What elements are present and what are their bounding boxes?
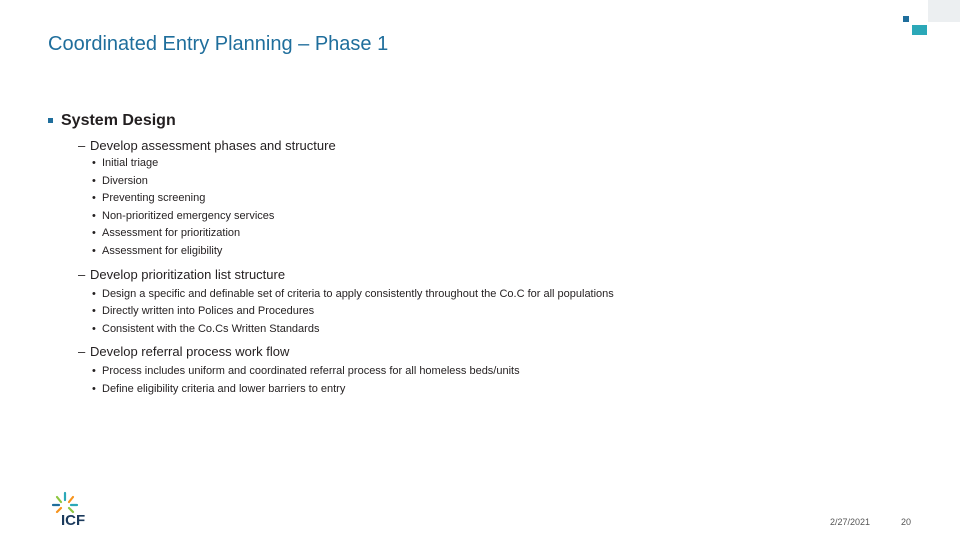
svg-text:ICF: ICF	[61, 512, 86, 528]
icf-logo-icon	[47, 490, 107, 528]
subsection-referral: – Develop referral process work flow	[78, 344, 290, 360]
subsection-prioritization: – Develop prioritization list structure	[78, 266, 286, 282]
list-item: • Assessment for eligibility	[92, 244, 223, 257]
corner-square-teal	[912, 25, 927, 35]
list-item: • Assessment for prioritization	[92, 227, 241, 240]
slide-title: Coordinated Entry Planning – Phase 1	[48, 33, 389, 55]
subsection-label: Develop referral process work flow	[90, 344, 290, 360]
list-item: • Initial triage	[92, 157, 159, 169]
list-item: • Design a specific and definable set of criteria to apply consistently throughout the Co.C for all populations	[92, 287, 614, 300]
square-bullet-icon	[48, 118, 53, 123]
section-heading	[48, 110, 908, 132]
list-item: • Directly written into Polices and Procedures	[92, 305, 315, 318]
slide-date: 2/27/2021	[830, 517, 871, 527]
corner-square-grey	[928, 0, 960, 22]
list-item: • Consistent with the Co.Cs Written Standards	[92, 322, 320, 335]
list-item: • Diversion	[92, 174, 148, 187]
bullet-list-assessment	[92, 155, 908, 261]
slide-content	[48, 110, 908, 399]
list-item: • Define eligibility criteria and lower barriers to entry	[92, 382, 346, 395]
subsection-label: Develop assessment phases and structure	[90, 138, 336, 153]
list-item: • Process includes uniform and coordinated referral process for all homeless beds/units	[92, 365, 520, 378]
subsection-assessment: – Develop assessment phases and structure	[78, 138, 336, 153]
list-item: • Preventing screening	[92, 192, 206, 205]
section-heading-text: System Design	[61, 112, 176, 129]
corner-square-small	[903, 16, 909, 22]
bullet-list-prioritization	[92, 286, 908, 339]
list-item: • Non-prioritized emergency services	[92, 209, 275, 222]
bullet-list-referral	[92, 363, 908, 398]
icf-logo	[47, 490, 107, 528]
subsection-label: Develop prioritization list structure	[90, 266, 286, 282]
page-number: 20	[901, 517, 912, 527]
